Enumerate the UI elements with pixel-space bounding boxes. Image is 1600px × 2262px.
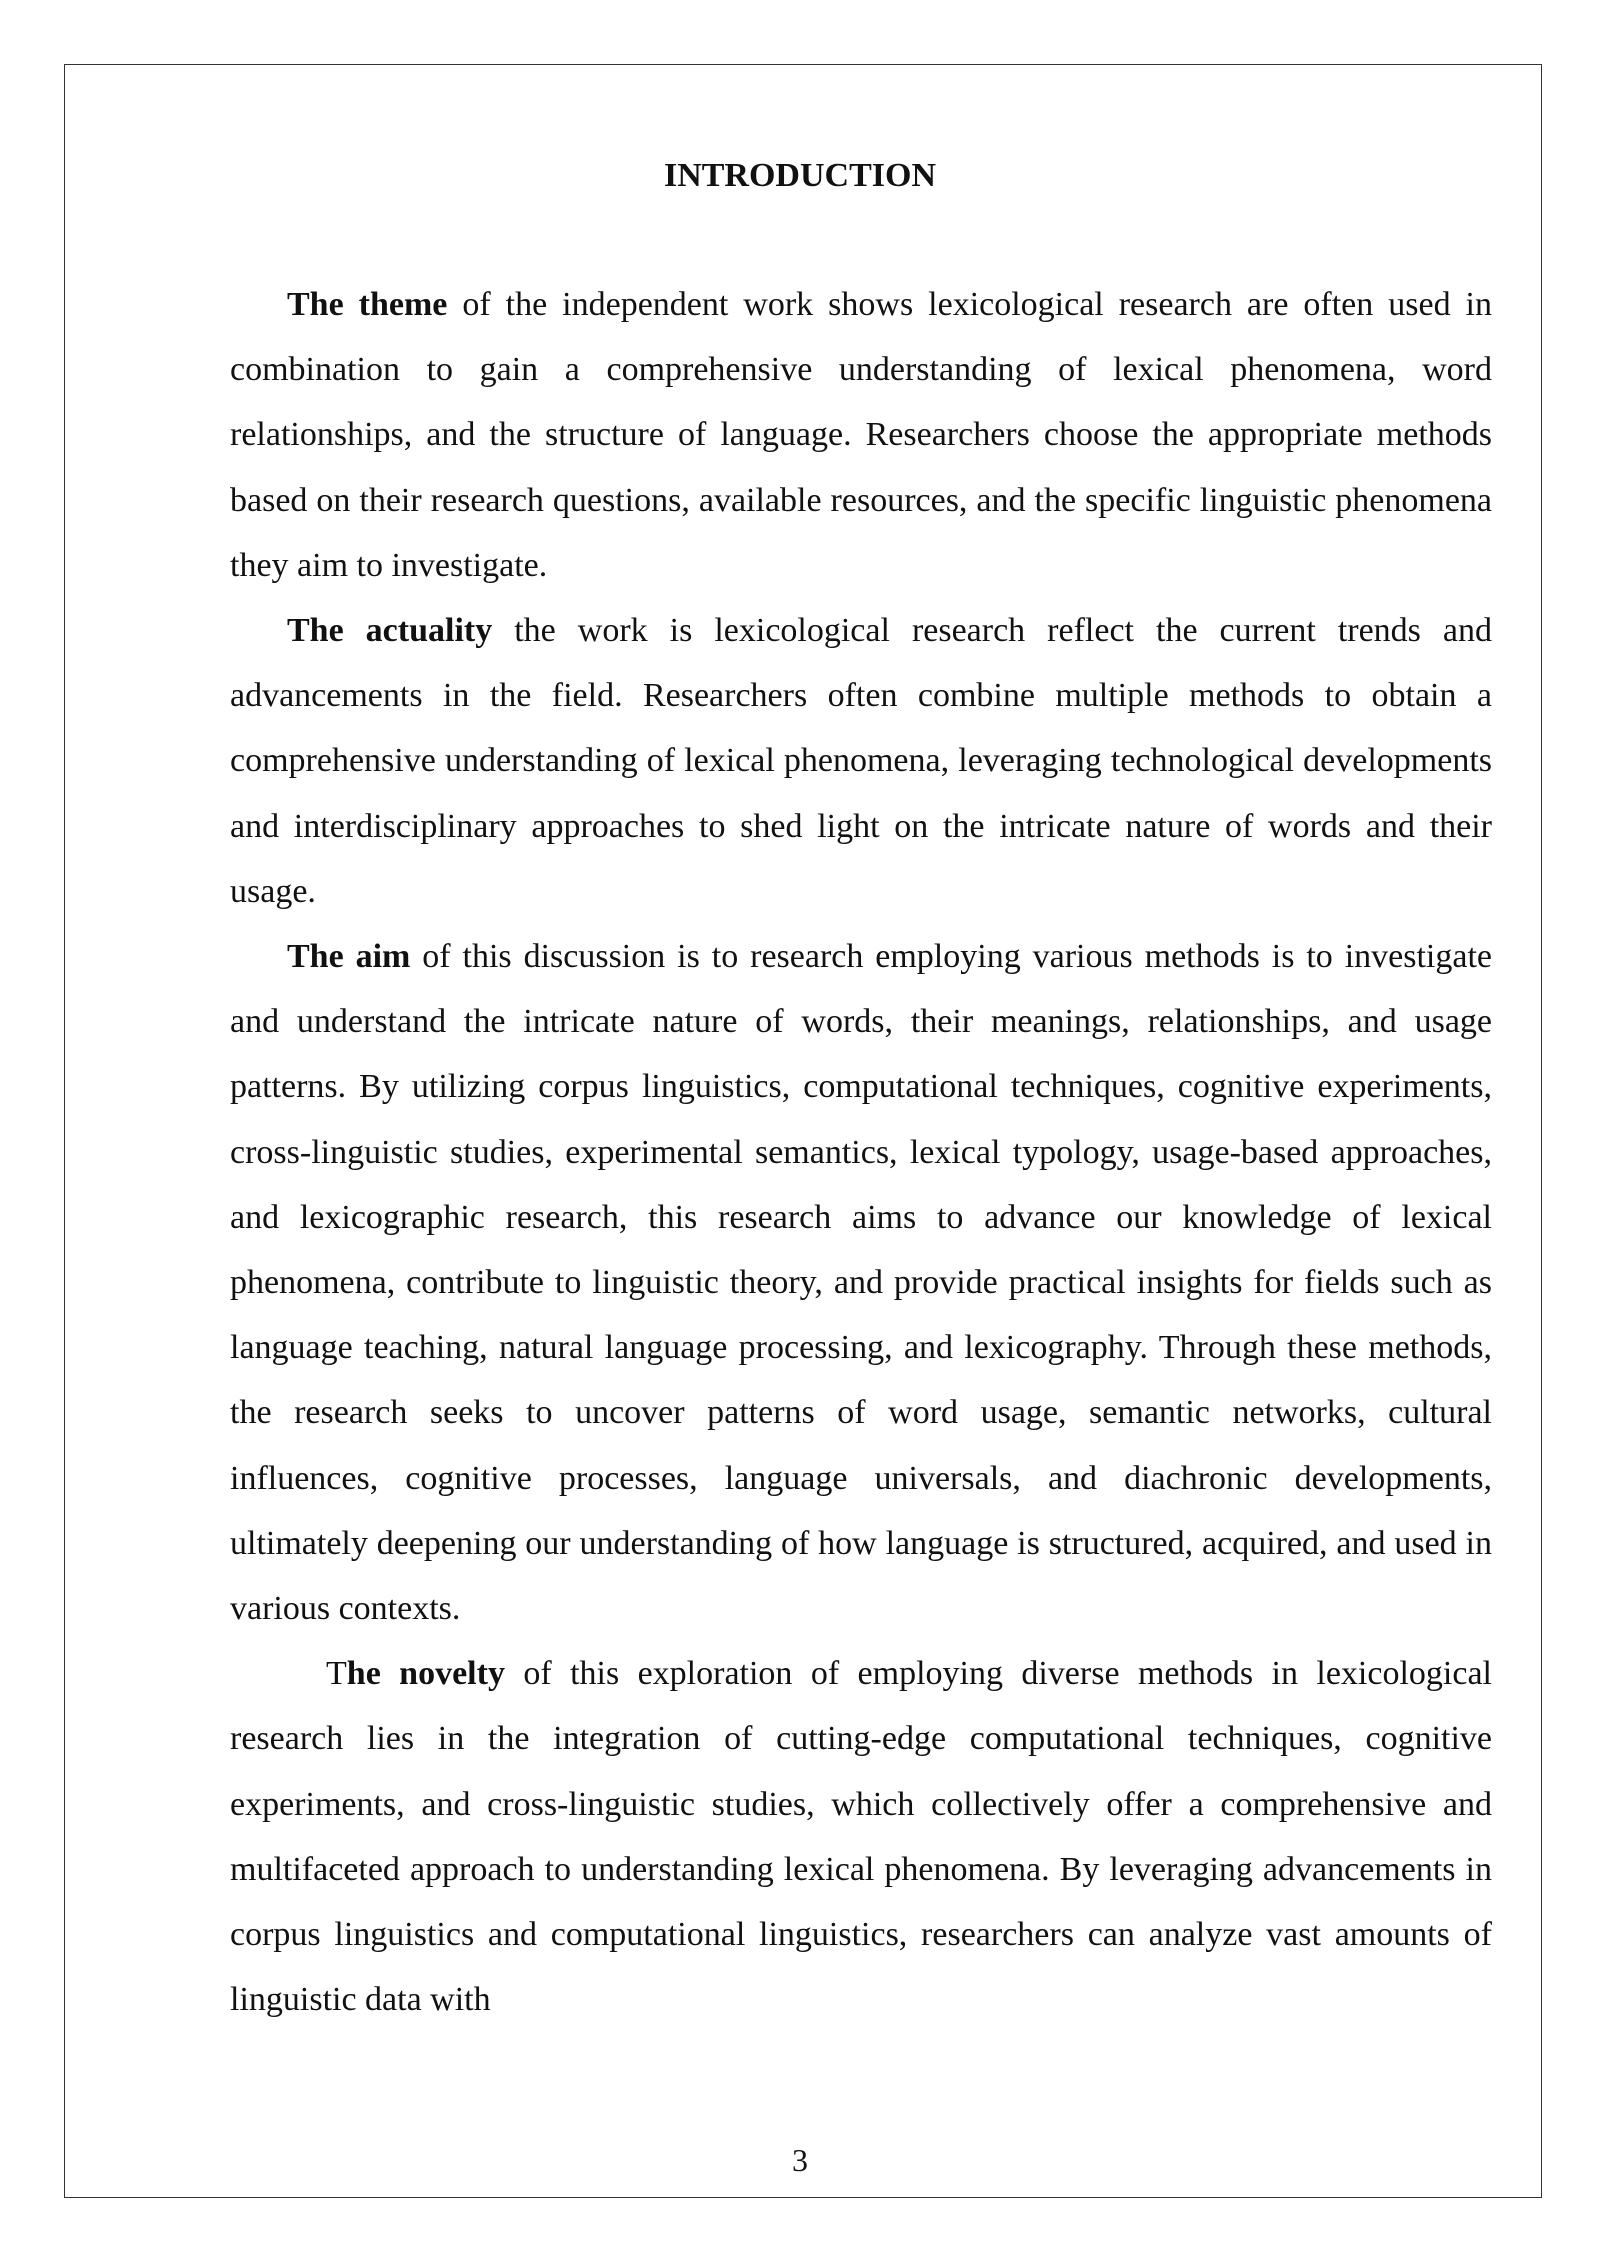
paragraph-actuality <box>230 598 1492 924</box>
paragraph-lead-novelty-initial: T <box>326 1655 347 1693</box>
page-number: 3 <box>792 2142 808 2178</box>
paragraph-text-aim: of this discussion is to research employing various methods is to investigate and understand the intricate nature of words, their meanings, relationships, and usage patterns. By utilizing corpus linguistics, computational techniques, cognitive experiments, cross-linguistic studies, experimental semantics, lexical typology, usage-based approaches, and lexicographic research, this research aims to advance our knowledge of lexical phenomena, contribute to linguistic theory, and provide practical insights for fields such as language teaching, natural language processing, and lexicography. Through these methods, the research seeks to uncover patterns of word usage, semantic networks, cultural influences, cognitive processes, language universals, and diachronic developments, ultimately deepening our understanding of how language is structured, acquired, and used in various contexts. <box>230 938 1493 1628</box>
paragraph-text-actuality: the work is lexicological research reflect the current trends and advancements in the field. Researchers often combine multiple methods to obtain a comprehensive understanding of lexical phenomena, leveraging technological developments and interdisciplinary approaches to shed light on the intricate nature of words and their usage. <box>230 612 1493 910</box>
paragraph-lead-aim: The aim <box>287 938 411 976</box>
paragraph-novelty <box>230 1641 1492 2032</box>
paragraph-theme <box>230 272 1492 598</box>
page-title: INTRODUCTION <box>663 157 937 194</box>
paragraph-text-novelty: of this exploration of employing diverse methods in lexicological research lies in the integration of cutting-edge computational techniques, cognitive experiments, and cross-linguistic studies, which collectively offer a comprehensive and multifaceted approach to understanding lexical phenomena. By leveraging advancements in corpus linguistics and computational linguistics, researchers can analyze vast amounts of linguistic data with <box>230 1655 1492 2019</box>
paragraph-text-theme: of the independent work shows lexicological research are often used in combination to gain a comprehensive understanding of lexical phenomena, word relationships, and the structure of language. Researchers choose the appropriate methods based on their research questions, available resources, and the specific linguistic phenomena they aim to investigate. <box>230 286 1492 584</box>
paragraph-lead-actuality: The actuality <box>287 612 493 650</box>
paragraph-aim <box>230 924 1492 1641</box>
paragraph-lead-theme: The theme <box>287 286 448 323</box>
paragraph-lead-novelty: he novelty <box>346 1655 505 1693</box>
document-body <box>230 272 1492 2032</box>
